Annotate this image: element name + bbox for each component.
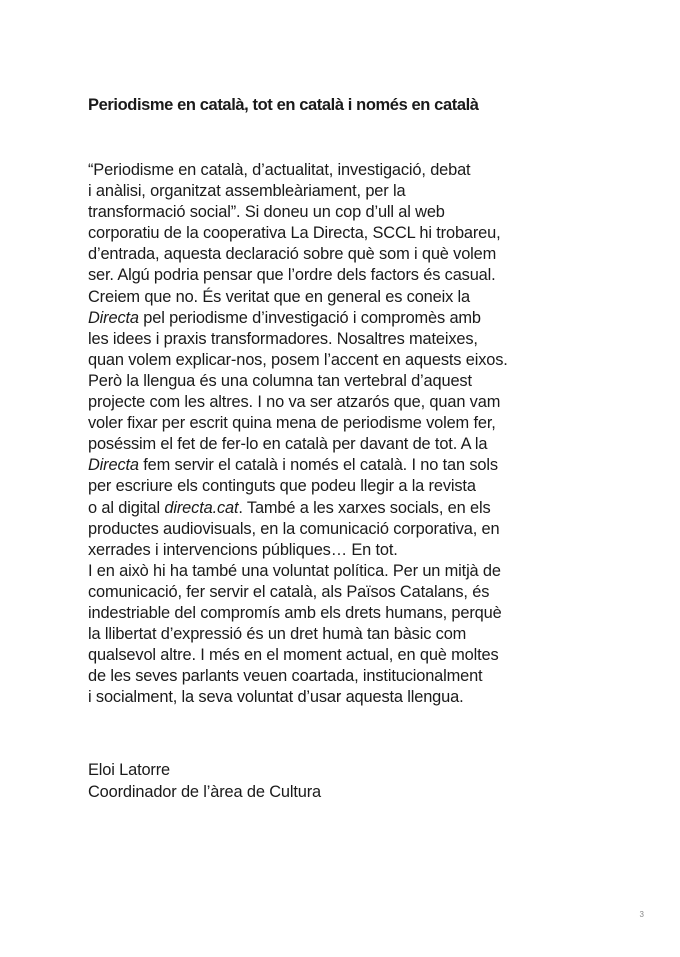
signature bbox=[88, 759, 321, 803]
text-line: Directa pel periodisme d’investigació i compromès amb bbox=[88, 308, 481, 327]
text-line: “Periodisme en català, d’actualitat, investigació, debat bbox=[88, 161, 471, 179]
text-line: I en això hi ha també una voluntat política. Per un mitjà de bbox=[88, 561, 501, 580]
page-number: 3 bbox=[639, 910, 644, 919]
text-line: projecte com les altres. I no va ser atzarós que, quan vam bbox=[88, 393, 501, 412]
text-line: xerrades i intervencions públiques… En tot. bbox=[88, 540, 398, 559]
text-line: quan volem explicar-nos, posem l’accent en aquests eixos. bbox=[88, 350, 508, 369]
text-line: d’entrada, aquesta declaració sobre què som i què volem bbox=[88, 245, 497, 264]
text-line: corporatiu de la cooperativa La Directa, SCCL hi trobareu, bbox=[88, 224, 501, 243]
text-line: comunicació, fer servir el català, als Països Catalans, és bbox=[88, 582, 490, 601]
text-line: Creiem que no. És veritat que en general es coneix la bbox=[88, 287, 471, 306]
text-line: qualsevol altre. I més en el moment actual, en què moltes bbox=[88, 646, 499, 665]
text-line: ser. Algú podria pensar que l’ordre dels factors és casual. bbox=[88, 266, 496, 285]
body-paragraph bbox=[88, 160, 658, 708]
text-line: per escriure els continguts que podeu llegir a la revista bbox=[88, 477, 476, 496]
text-line: i anàlisi, organitzat assembleàriament, per la bbox=[88, 182, 406, 201]
text-line: voler fixar per escrit quina mena de periodisme volem fer, bbox=[88, 414, 496, 433]
text-line: de les seves parlants veuen coartada, institucionalment bbox=[88, 667, 483, 686]
text-line: o al digital directa.cat. També a les xarxes socials, en els bbox=[88, 498, 491, 517]
author-role: Coordinador de l’àrea de Cultura bbox=[88, 783, 322, 801]
page-title: Periodisme en català, tot en català i només en català bbox=[88, 96, 479, 114]
text-line: Però la llengua és una columna tan vertebral d’aquest bbox=[88, 371, 472, 390]
text-line: Directa fem servir el català i només el català. I no tan sols bbox=[88, 456, 498, 475]
text-line: i socialment, la seva voluntat d’usar aquesta llengua. bbox=[88, 688, 464, 707]
text-line: les idees i praxis transformadores. Nosaltres mateixes, bbox=[88, 329, 478, 348]
text-line: indestriable del compromís amb els drets humans, perquè bbox=[88, 603, 502, 622]
text-line: poséssim el fet de fer-lo en català per davant de tot. A la bbox=[88, 435, 488, 454]
author-name: Eloi Latorre bbox=[88, 761, 171, 779]
text-line: productes audiovisuals, en la comunicació corporativa, en bbox=[88, 519, 500, 538]
text-line: transformació social”. Si doneu un cop d’ull al web bbox=[88, 203, 445, 222]
text-line: la llibertat d’expressió és un dret humà tan bàsic com bbox=[88, 625, 467, 644]
